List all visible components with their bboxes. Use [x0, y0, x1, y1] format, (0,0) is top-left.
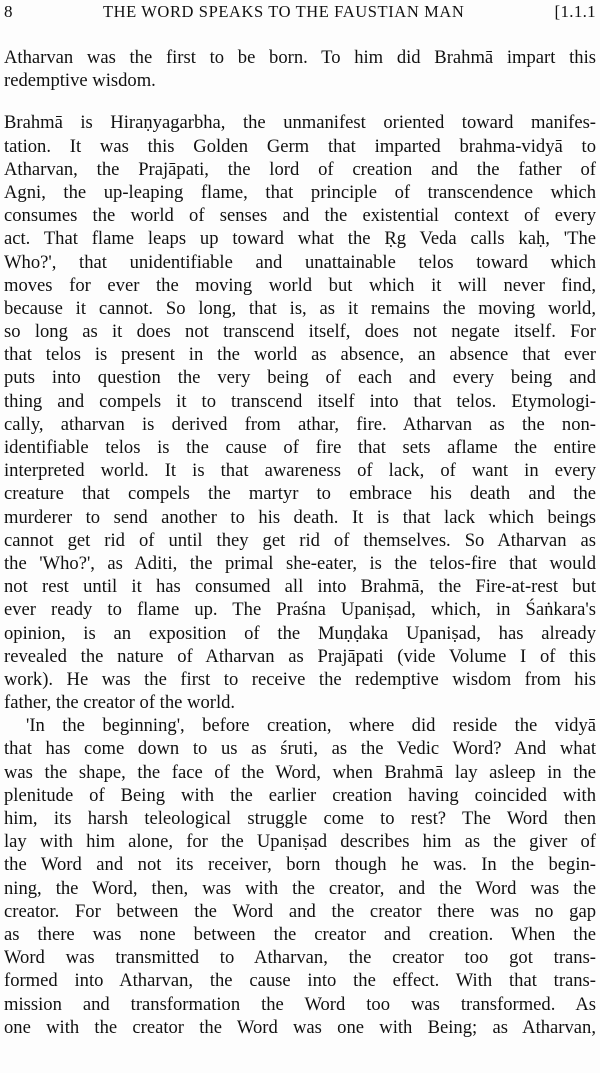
text-line: Brahmā is Hiraṇyagarbha, the unmanifest oriented toward manifes- — [4, 112, 596, 134]
text-line: creator. For between the Word and the creator there was no gap — [4, 900, 596, 922]
running-title: THE WORD SPEAKS TO THE FAUSTIAN MAN — [102, 2, 465, 21]
text-line: because it cannot. So long, that is, as it remains the moving world, — [4, 297, 596, 319]
text-line: Atharvan, the Prajāpati, the lord of creation and the father of — [4, 158, 596, 180]
text-line: Atharvan was the first to be born. To him did Brahmā impart this — [4, 47, 596, 68]
text-line: Who?', that unidentifiable and unattainable telos toward which — [4, 251, 596, 273]
text-line: murderer to send another to his death. It is that lack which beings — [4, 506, 596, 528]
text-line: cannot get rid of until they get rid of themselves. So Atharvan as — [4, 529, 596, 551]
text-line: mission and transformation the Word too was transformed. As — [4, 993, 596, 1015]
text-line: redemptive wisdom. — [4, 70, 156, 92]
text-line: revealed the nature of Atharvan as Prajāpati (vide Volume I of this — [4, 645, 596, 667]
text-line: creature that compels the martyr to embrace his death and the — [4, 483, 596, 505]
text-line: work). He was the first to receive the redemptive wisdom from his — [4, 668, 596, 690]
text-line: that has come down to us as śruti, as the Vedic Word? And what — [4, 738, 596, 760]
text-line: that telos is present in the world as absence, an absence that ever — [4, 344, 596, 366]
text-line: not rest until it has consumed all into Brahmā, the Fire-at-rest but — [4, 576, 596, 598]
text-line: as there was none between the creator and creation. When the — [4, 923, 596, 945]
text-line: father, the creator of the world. — [4, 692, 236, 714]
paragraph-2 — [4, 111, 596, 714]
text-line: opinion, is an exposition of the Muṇḍaka Upaniṣad, has already — [4, 622, 596, 644]
text-line: him, its harsh teleological struggle come to rest? The Word then — [4, 808, 596, 829]
text-line: puts into question the very being of each and every being and — [4, 367, 596, 389]
text-line: identifiable telos is the cause of fire that sets aflame the entire — [4, 437, 596, 458]
section-reference: [1.1.1 — [554, 2, 596, 21]
text-line: Agni, the up-leaping flame, that principle of transcendence which — [4, 181, 596, 203]
text-line: Word was transmitted to Atharvan, the creator too got trans- — [4, 947, 596, 969]
text-line: thing and compels it to transcend itself into that telos. Etymologi- — [4, 390, 596, 412]
text-line: ever ready to flame up. The Praśna Upaniṣad, which, in Śaṅkara's — [4, 599, 596, 621]
text-line: the Word and not its receiver, born though he was. In the begin- — [4, 854, 596, 876]
text-line: interpreted world. It is that awareness of lack, of want in every — [4, 460, 596, 482]
text-line: consumes the world of senses and the existential context of every — [4, 205, 596, 227]
text-line: formed into Atharvan, the cause into the effect. With that trans- — [4, 970, 596, 992]
text-line: was the shape, the face of the Word, when Brahmā lay asleep in the — [4, 761, 596, 783]
text-line: 'In the beginning', before creation, where did reside the vidyā — [26, 715, 596, 737]
text-line: act. That flame leaps up toward what the Ṛg Veda calls kaḥ, 'The — [4, 228, 596, 250]
text-line: plenitude of Being with the earlier creation having coincided with — [4, 784, 596, 806]
text-line: the 'Who?', as Aditi, the primal she-eater, is the telos-fire that would — [4, 552, 596, 574]
text-line: ning, the Word, then, was with the creator, and the Word was the — [4, 877, 596, 899]
text-line: so long as it does not transcend itself, does not negate itself. For — [4, 321, 596, 343]
paragraph-1 — [4, 46, 596, 92]
paragraph-3 — [4, 714, 596, 1039]
text-line: moves for ever the moving world but which it will never find, — [4, 274, 596, 296]
running-header — [4, 0, 596, 26]
page-number: 8 — [4, 2, 13, 21]
text-line: one with the creator the Word was one with Being; as Atharvan, — [4, 1016, 596, 1038]
text-line: cally, atharvan is derived from athar, fire. Atharvan as the non- — [4, 413, 596, 435]
text-line: lay with him alone, for the Upaniṣad describes him as the giver of — [4, 831, 596, 853]
text-line: tation. It was this Golden Germ that imparted brahma-vidyā to — [4, 135, 596, 157]
